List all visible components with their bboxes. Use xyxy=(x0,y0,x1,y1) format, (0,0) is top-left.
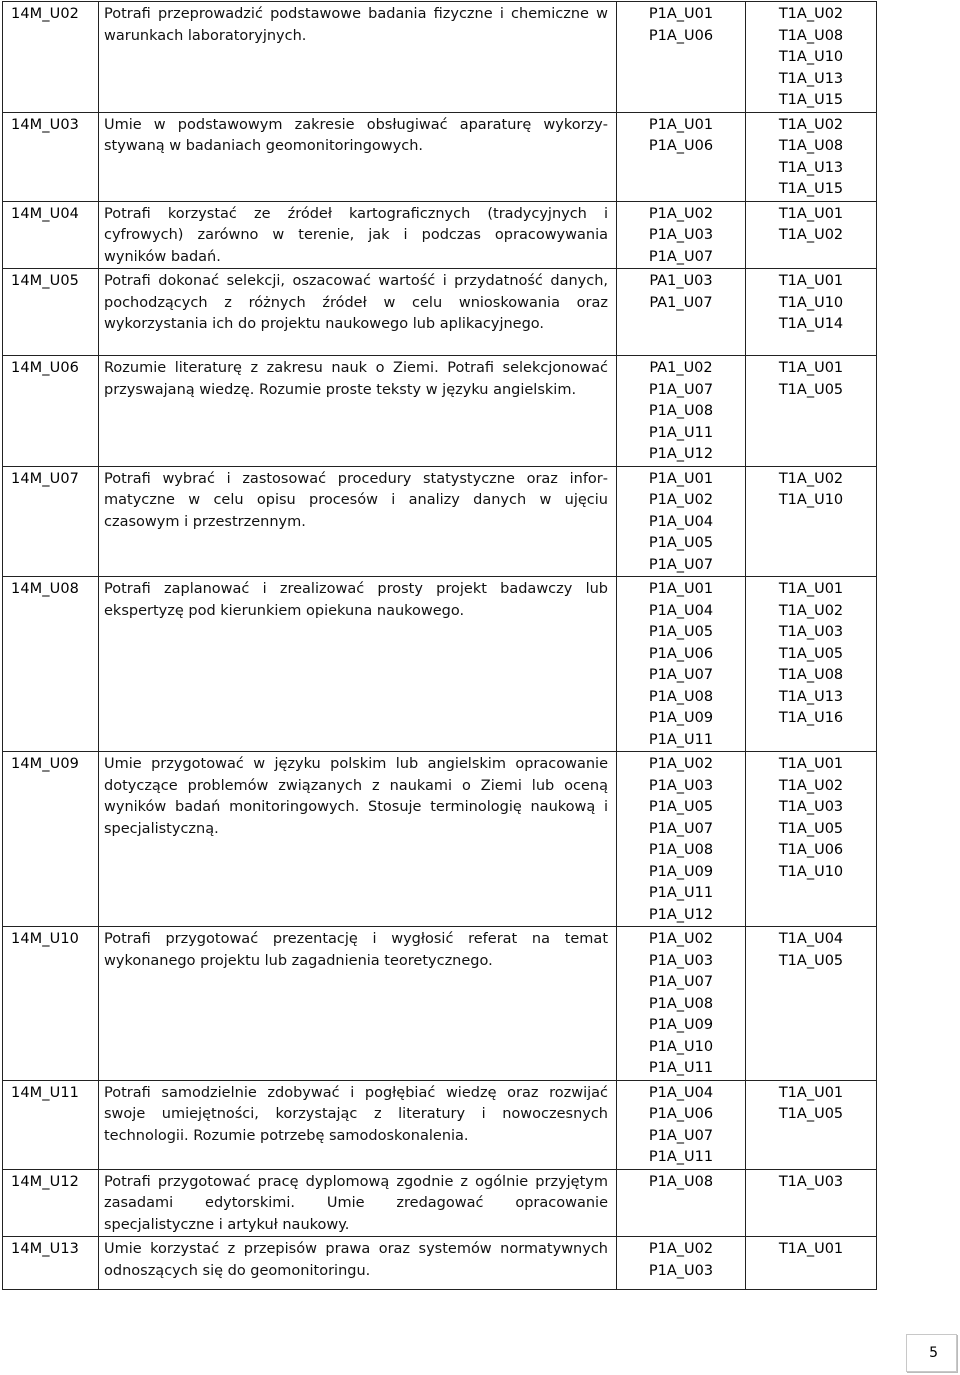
p1a-reference: P1A_U11 xyxy=(648,1149,714,1165)
t1a-reference: T1A_U01 xyxy=(778,756,844,772)
p1a-references xyxy=(617,1237,746,1290)
t1a-reference: T1A_U03 xyxy=(778,799,844,815)
p1a-reference: P1A_U01 xyxy=(648,116,714,133)
p1a-references xyxy=(617,577,746,752)
p1a-reference: P1A_U11 xyxy=(648,731,714,748)
outcome-code: 14M_U11 xyxy=(3,1080,99,1169)
t1a-reference: T1A_U02 xyxy=(778,227,844,243)
p1a-reference: P1A_U05 xyxy=(648,535,714,551)
p1a-references xyxy=(617,269,746,356)
t1a-reference: T1A_U08 xyxy=(778,27,844,44)
p1a-reference: P1A_U01 xyxy=(648,470,714,487)
p1a-references xyxy=(617,1080,746,1169)
p1a-reference: PA1_U03 xyxy=(649,273,713,289)
p1a-reference: P1A_U02 xyxy=(648,205,714,222)
t1a-references xyxy=(746,2,877,113)
p1a-reference: P1A_U05 xyxy=(648,799,714,815)
p1a-references xyxy=(617,201,746,269)
p1a-reference: P1A_U11 xyxy=(648,885,714,901)
p1a-reference: P1A_U03 xyxy=(648,227,714,243)
outcome-code: 14M_U02 xyxy=(3,2,99,113)
p1a-reference: P1A_U07 xyxy=(648,1127,714,1144)
outcome-code: 14M_U12 xyxy=(3,1169,99,1237)
t1a-references xyxy=(746,356,877,467)
outcome-description: Umie korzystać z przepisów prawa oraz systemów normatywnych odnoszących się do geomonitoringu. xyxy=(99,1237,617,1290)
t1a-references xyxy=(746,577,877,752)
t1a-reference: T1A_U02 xyxy=(778,116,844,133)
t1a-reference: T1A_U13 xyxy=(778,70,844,87)
p1a-reference: P1A_U09 xyxy=(648,710,714,726)
t1a-references xyxy=(746,112,877,201)
p1a-reference: P1A_U01 xyxy=(648,6,714,22)
outcome-description: Potrafi przeprowadzić podstawowe badania fizyczne i chemiczne w warunkach laboratoryjnych. xyxy=(99,2,617,113)
page-number: 5 xyxy=(906,1334,957,1372)
t1a-reference: T1A_U13 xyxy=(778,688,844,705)
t1a-reference: T1A_U15 xyxy=(778,92,844,108)
p1a-reference: P1A_U03 xyxy=(648,1262,714,1279)
outcome-code: 14M_U06 xyxy=(3,356,99,467)
table-row xyxy=(3,201,877,269)
outcome-code: 14M_U10 xyxy=(3,927,99,1081)
p1a-references xyxy=(617,356,746,467)
table-row xyxy=(3,356,877,467)
p1a-reference: P1A_U07 xyxy=(648,381,714,398)
p1a-reference: P1A_U07 xyxy=(648,667,714,683)
p1a-reference: P1A_U09 xyxy=(648,1017,714,1033)
p1a-reference: P1A_U01 xyxy=(648,581,714,597)
p1a-reference: P1A_U08 xyxy=(648,1173,714,1190)
table-row xyxy=(3,752,877,927)
t1a-reference: T1A_U10 xyxy=(778,492,844,508)
outcome-description: Umie przygotować w języku polskim lub angielskim opracowanie dotyczące problemów związanych z naukami o Ziemi lub oceną wyników badań monitoringowych. Stosuje terminologię naukową i specjalistyczną. xyxy=(99,752,617,927)
p1a-reference: P1A_U02 xyxy=(648,1241,714,1257)
t1a-reference: T1A_U06 xyxy=(778,842,844,858)
p1a-reference: P1A_U03 xyxy=(648,777,714,794)
t1a-reference: T1A_U01 xyxy=(778,1241,844,1257)
t1a-references xyxy=(746,466,877,577)
p1a-references xyxy=(617,112,746,201)
t1a-reference: T1A_U01 xyxy=(778,581,844,597)
p1a-reference: P1A_U05 xyxy=(648,624,714,640)
p1a-references xyxy=(617,466,746,577)
outcome-code: 14M_U09 xyxy=(3,752,99,927)
t1a-reference: T1A_U01 xyxy=(778,205,844,222)
p1a-reference: P1A_U12 xyxy=(648,906,714,923)
t1a-reference: T1A_U08 xyxy=(778,138,844,154)
t1a-reference: T1A_U01 xyxy=(778,360,844,376)
t1a-reference: T1A_U02 xyxy=(778,470,844,487)
table-row xyxy=(3,927,877,1081)
table-row xyxy=(3,1169,877,1237)
outcome-code: 14M_U04 xyxy=(3,201,99,269)
learning-outcomes-table xyxy=(2,1,877,1290)
p1a-reference: P1A_U02 xyxy=(648,756,714,772)
p1a-reference: P1A_U08 xyxy=(648,842,714,858)
outcome-code: 14M_U05 xyxy=(3,269,99,356)
outcome-description: Umie w podstawowym zakresie obsługiwać aparaturę wykorzystywaną w badaniach geomonitoringowych. xyxy=(99,112,617,201)
t1a-reference: T1A_U04 xyxy=(778,931,844,947)
t1a-reference: T1A_U01 xyxy=(778,1084,844,1101)
t1a-reference: T1A_U05 xyxy=(778,381,844,398)
p1a-reference: P1A_U08 xyxy=(648,995,714,1012)
t1a-reference: T1A_U15 xyxy=(778,181,844,197)
p1a-references xyxy=(617,2,746,113)
t1a-reference: T1A_U02 xyxy=(778,602,844,619)
p1a-reference: P1A_U02 xyxy=(648,931,714,947)
outcome-code: 14M_U03 xyxy=(3,112,99,201)
table-row xyxy=(3,269,877,356)
p1a-reference: P1A_U02 xyxy=(648,492,714,508)
t1a-reference: T1A_U14 xyxy=(778,316,844,332)
t1a-reference: T1A_U10 xyxy=(778,863,844,880)
t1a-references xyxy=(746,201,877,269)
outcome-description: Potrafi wybrać i zastosować procedury statystyczne oraz informatyczne w celu opisu procesów i analizy danych w ujęciu czasowym i przestrzennym. xyxy=(99,466,617,577)
t1a-reference: T1A_U16 xyxy=(778,710,844,726)
table-row xyxy=(3,1237,877,1290)
outcome-description: Rozumie literaturę z zakresu nauk o Ziemi. Potrafi selekcjonować przyswajaną wiedzę. Rozumie proste teksty w języku angielskim. xyxy=(99,356,617,467)
t1a-references xyxy=(746,1169,877,1237)
t1a-reference: T1A_U13 xyxy=(778,159,844,176)
t1a-reference: T1A_U05 xyxy=(778,645,844,662)
t1a-references xyxy=(746,1237,877,1290)
outcome-code: 14M_U13 xyxy=(3,1237,99,1290)
p1a-references xyxy=(617,1169,746,1237)
outcome-description: Potrafi zaplanować i zrealizować prosty projekt badawczy lub ekspertyzę pod kierunkiem opiekuna naukowego. xyxy=(99,577,617,752)
p1a-reference: P1A_U04 xyxy=(648,602,714,619)
t1a-reference: T1A_U03 xyxy=(778,1173,844,1190)
t1a-references xyxy=(746,752,877,927)
p1a-reference: P1A_U08 xyxy=(648,688,714,705)
p1a-references xyxy=(617,752,746,927)
p1a-reference: P1A_U11 xyxy=(648,424,714,441)
outcome-code: 14M_U07 xyxy=(3,466,99,577)
p1a-reference: P1A_U04 xyxy=(648,1084,714,1101)
p1a-reference: P1A_U07 xyxy=(648,820,714,837)
p1a-reference: P1A_U06 xyxy=(648,645,714,662)
t1a-reference: T1A_U03 xyxy=(778,624,844,640)
table-row xyxy=(3,577,877,752)
t1a-references xyxy=(746,1080,877,1169)
outcome-description: Potrafi przygotować prezentację i wygłosić referat na temat wykonanego projektu lub zagadnienia teoretycznego. xyxy=(99,927,617,1081)
p1a-reference: P1A_U06 xyxy=(648,27,714,44)
t1a-references xyxy=(746,269,877,356)
t1a-reference: T1A_U10 xyxy=(778,294,844,311)
p1a-reference: P1A_U06 xyxy=(648,1106,714,1122)
p1a-reference: P1A_U08 xyxy=(648,403,714,419)
t1a-reference: T1A_U05 xyxy=(778,1106,844,1122)
p1a-reference: P1A_U11 xyxy=(648,1060,714,1076)
p1a-reference: PA1_U02 xyxy=(649,360,713,376)
p1a-reference: P1A_U07 xyxy=(648,974,714,990)
p1a-references xyxy=(617,927,746,1081)
p1a-reference: P1A_U07 xyxy=(648,556,714,573)
p1a-reference: P1A_U04 xyxy=(648,513,714,530)
table-row xyxy=(3,466,877,577)
t1a-reference: T1A_U02 xyxy=(778,777,844,794)
outcome-code: 14M_U08 xyxy=(3,577,99,752)
t1a-references xyxy=(746,927,877,1081)
t1a-reference: T1A_U02 xyxy=(778,6,844,22)
table-body xyxy=(3,2,877,1290)
t1a-reference: T1A_U08 xyxy=(778,667,844,683)
outcome-description: Potrafi samodzielnie zdobywać i pogłębiać wiedzę oraz rozwijać swoje umiejętności, korzystając z literatury i nowoczesnych technologii. Rozumie potrzebę samodoskonalenia. xyxy=(99,1080,617,1169)
p1a-reference: P1A_U10 xyxy=(648,1038,714,1055)
t1a-reference: T1A_U05 xyxy=(778,820,844,837)
p1a-reference: P1A_U07 xyxy=(648,248,714,265)
p1a-reference: P1A_U03 xyxy=(648,952,714,969)
t1a-reference: T1A_U01 xyxy=(778,273,844,289)
table-row xyxy=(3,2,877,113)
t1a-reference: T1A_U10 xyxy=(778,49,844,65)
table-row xyxy=(3,112,877,201)
t1a-reference: T1A_U05 xyxy=(778,952,844,969)
p1a-reference: P1A_U06 xyxy=(648,138,714,154)
p1a-reference: PA1_U07 xyxy=(649,294,713,311)
outcome-description: Potrafi przygotować pracę dyplomową zgodnie z ogólnie przyjętym zasadami edytorskimi. Umie zredagować opracowanie specjalistyczne i artykuł naukowy. xyxy=(99,1169,617,1237)
outcome-description: Potrafi dokonać selekcji, oszacować wartość i przydatność danych, pochodzących z różnych źródeł w celu wnioskowania oraz wykorzystania ich do projektu naukowego lub aplikacyjnego. xyxy=(99,269,617,356)
outcome-description: Potrafi korzystać ze źródeł kartograficznych (tradycyjnych i cyfrowych) zarówno w terenie, jak i podczas opracowywania wyników badań. xyxy=(99,201,617,269)
p1a-reference: P1A_U12 xyxy=(648,446,714,462)
table-row xyxy=(3,1080,877,1169)
p1a-reference: P1A_U09 xyxy=(648,863,714,880)
